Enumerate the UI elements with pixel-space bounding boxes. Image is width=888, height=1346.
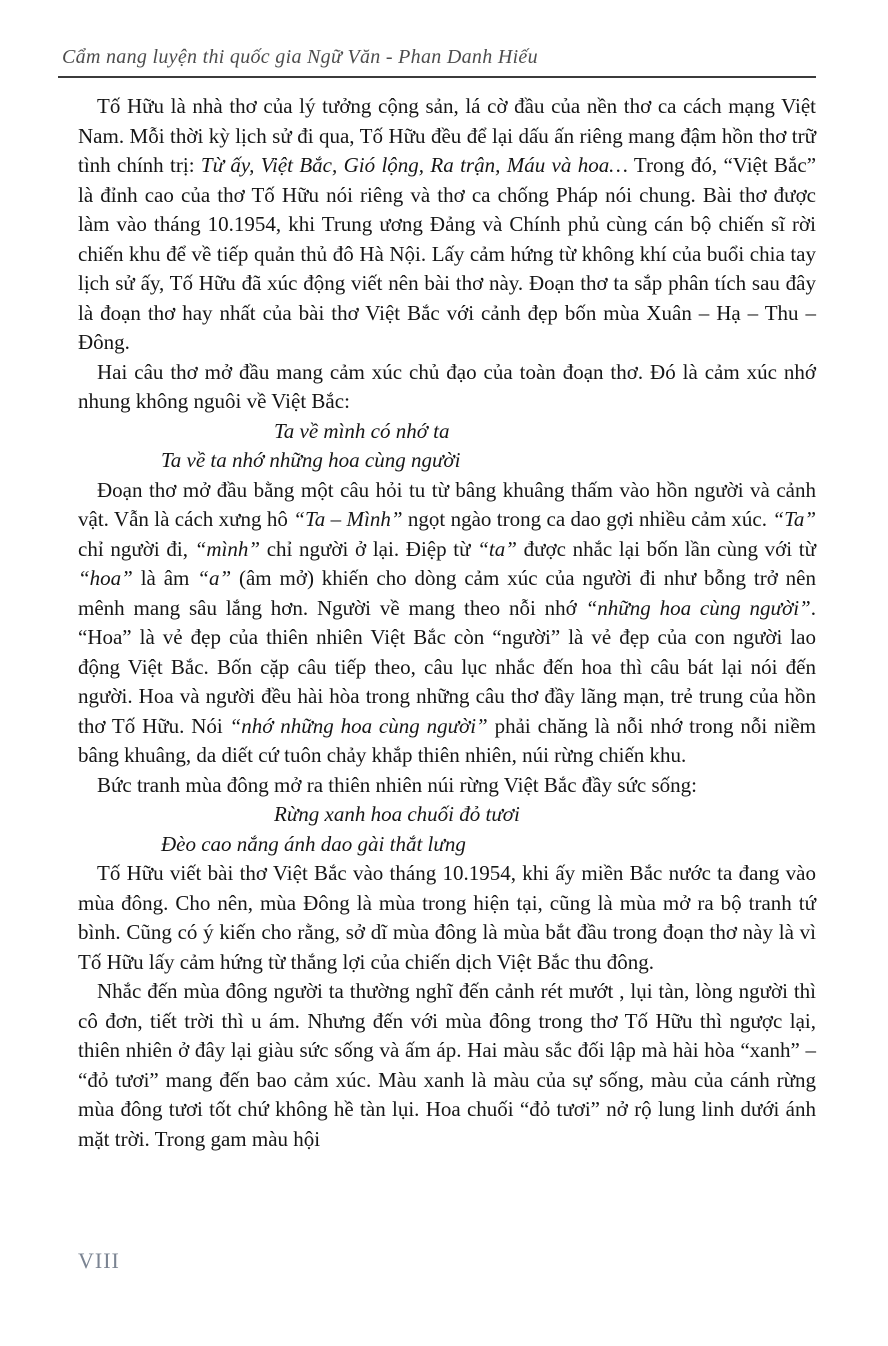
verse-line-1: Ta về mình có nhớ ta (274, 418, 450, 443)
running-header-title: Cẩm nang luyện thi quốc gia Ngữ Văn - Phan Danh Hiếu (62, 46, 538, 68)
text-run-italic: “Ta – Mình” (293, 507, 403, 531)
header-rule-divider (58, 76, 816, 78)
text-run: Trong đó, “Việt Bắc” là đỉnh cao của thơ Tố Hữu nói riêng và thơ ca chống Pháp nói chung. Bài thơ được làm vào tháng 10.1954, khi Trung ương Đảng và Chính phủ cùng cán bộ chiến sĩ rời chiến khu để về tiếp quản thủ đô Hà Nội. Lấy cảm hứng từ không khí của buổi chia tay lịch sử ấy, Tố Hữu đã xúc động viết nên bài thơ này. Đoạn thơ ta sắp phân tích sau đây là đoạn thơ hay nhất của bài thơ Việt Bắc với cảnh đẹp bốn mùa Xuân – Hạ – Thu – Đông. (78, 153, 817, 354)
page-number: VIII (78, 1248, 120, 1273)
text-run-italic: “những hoa cùng người” (585, 595, 811, 620)
text-run: là âm (132, 566, 198, 590)
text-run: . “Hoa” là vẻ đẹp của thiên nhiên Việt Bắc còn “người” là vẻ đẹp của con người lao động Việt Bắc. Bốn cặp câu tiếp theo, câu lục nhắc đến hoa thì câu bát lại nói đến người. Hoa và người đều hài hòa trong những câu thơ đầy lãng mạn, trẻ trung của hồn thơ Tố Hữu. Nói (78, 595, 816, 738)
paragraph-winter-colors (78, 977, 816, 1154)
text-run-italic: “a” (197, 566, 232, 590)
verse-line-3: Rừng xanh hoa chuối đỏ tươi (274, 802, 520, 826)
text-run: chỉ người ở lại. Điệp từ (260, 536, 478, 561)
verse-line-2: Ta về ta nhớ những hoa cùng người (161, 448, 461, 472)
text-run: Tố Hữu viết bài thơ Việt Bắc vào tháng 10.1954, khi ấy miền Bắc nước ta đang vào mùa đông. Cho nên, mùa Đông là mùa trong hiện tại, cũng là mùa mở ra bộ tranh tứ bình. Cũng có ý kiến cho rằng, sở dĩ mùa đông là mùa bắt đầu trong đoạn thơ này là vì Tố Hữu lấy cảm hứng từ thắng lợi của chiến dịch Việt Bắc thu đông. (78, 861, 816, 974)
text-run-italic-works-list: Từ ấy, Việt Bắc, Gió lộng, Ra trận, Máu và hoa… (200, 153, 628, 177)
paragraph-winter-context (78, 859, 816, 977)
text-run: phải chăng là nỗi nhớ trong nỗi niềm bâng khuâng, da diết cứ tuôn chảy khắp thiên nhiên, núi rừng chiến khu. (78, 713, 817, 767)
paragraph-lead-in (78, 358, 816, 417)
paragraph-winter-intro (78, 771, 816, 801)
verse-line-4: Đèo cao nắng ánh dao gài thắt lưng (161, 831, 466, 856)
text-run: được nhắc lại bốn lần cùng với từ (516, 536, 817, 561)
text-run-italic: “hoa” (78, 566, 133, 590)
text-run-italic: “mình” (194, 536, 260, 561)
text-run-italic: “nhớ những hoa cùng người” (229, 713, 488, 738)
text-run-italic: “Ta” (772, 507, 817, 531)
paragraph-analysis-opening (78, 476, 816, 771)
text-run: (âm mở) khiến cho dòng cảm xúc của người đi như bỗng trở nên mênh mang sâu lắng hơn. Người về mang theo nỗi nhớ (78, 566, 816, 620)
text-run: ngọt ngào trong ca dao gợi nhiều cảm xúc. (402, 507, 773, 531)
paragraph-intro (78, 92, 816, 358)
text-run: chỉ người đi, (78, 536, 195, 561)
text-run: Bức tranh mùa đông mở ra thiên nhiên núi rừng Việt Bắc đầy sức sống: (97, 772, 697, 797)
text-run: Hai câu thơ mở đầu mang cảm xúc chủ đạo của toàn đoạn thơ. Đó là cảm xúc nhớ nhung không nguôi về Việt Bắc: (78, 359, 816, 413)
text-run: Đoạn thơ mở đầu bằng một câu hỏi tu từ bâng khuâng thấm vào hồn người và cảnh vật. Vẫn là cách xưng hô (78, 477, 816, 531)
page-body-text (78, 92, 816, 1154)
text-run-italic: “ta” (477, 536, 517, 561)
text-run: Tố Hữu là nhà thơ của lý tưởng cộng sản, lá cờ đầu của nền thơ ca cách mạng Việt Nam. Mỗi thời kỳ lịch sử đi qua, Tố Hữu đều để lại dấu ấn riêng mang đậm hồn thơ trữ tình chính trị: (78, 94, 816, 177)
text-run: Nhắc đến mùa đông người ta thường nghĩ đến cảnh rét mướt , lụi tàn, lòng người thì cô đơn, tiết trời thì u ám. Nhưng đến với mùa đông trong thơ Tố Hữu thì ngược lại, thiên nhiên ở đây lại giàu sức sống và ấm áp. Hai màu sắc đối lập mà hài hòa “xanh” – “đỏ tươi” mang đến bao cảm xúc. Màu xanh là màu của sự sống, màu của cánh rừng mùa đông tươi tốt chứ không hề tàn lụi. Hoa chuối “đỏ tươi” nở rộ lung linh dưới ánh mặt trời. Trong gam màu hội (78, 979, 816, 1151)
